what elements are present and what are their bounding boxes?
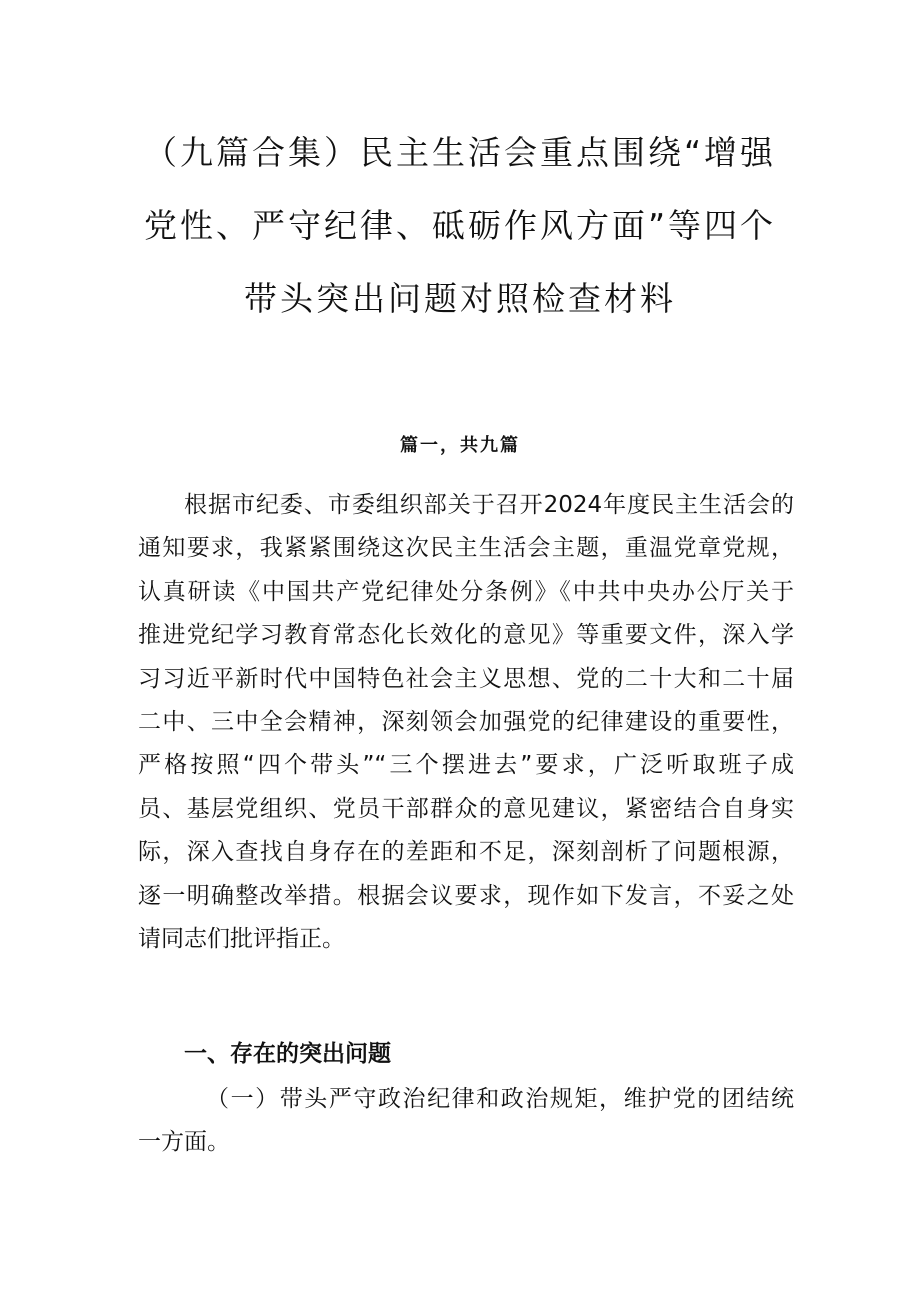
document-title [120, 116, 800, 335]
paragraph-line: 际，深入查找自身存在的差距和不足，深刻剖析了问题根源， [138, 839, 794, 866]
paragraph-line: 员、基层党组织、党员干部群众的意见建议，紧密结合自身实 [138, 795, 794, 822]
paragraph-line: 推进党纪学习教育常态化长效化的意见》等重要文件，深入学 [138, 622, 794, 649]
intro-paragraph [138, 484, 794, 961]
paragraph-line: （一）带头严守政治纪律和政治规矩，维护党的团结统 [206, 1086, 794, 1112]
document-subtitle: 篇一，共九篇 [400, 435, 520, 456]
paragraph-line: 逐一明确整改举措。根据会议要求，现作如下发言，不妥之处 [138, 882, 794, 909]
paragraph-line: 二中、三中全会精神，深刻领会加强党的纪律建设的重要性， [138, 709, 794, 736]
title-line: 党性、严守纪律、砥砺作风方面”等四个 [143, 206, 777, 245]
title-line: （九篇合集）民主生活会重点围绕“增强 [143, 133, 777, 172]
paragraph-line: 根据市纪委、市委组织部关于召开2024年度民主生活会的 [184, 492, 794, 518]
paragraph-line: 习习近平新时代中国特色社会主义思想、党的二十大和二十届 [138, 665, 794, 692]
paragraph-line: 严格按照“四个带头”“三个摆进去”要求，广泛听取班子成 [138, 752, 794, 779]
paragraph-line: 通知要求，我紧紧围绕这次民主生活会主题，重温党章党规， [138, 535, 794, 562]
sub-item-paragraph [138, 1078, 794, 1165]
paragraph-line: 认真研读《中国共产党纪律处分条例》《中共中央办公厅关于 [138, 578, 794, 605]
section-heading: 一、存在的突出问题 [184, 1041, 391, 1067]
paragraph-line: 一方面。 [138, 1129, 230, 1156]
paragraph-line: 请同志们批评指正。 [138, 926, 345, 953]
title-line: 带头突出问题对照检查材料 [244, 279, 676, 318]
